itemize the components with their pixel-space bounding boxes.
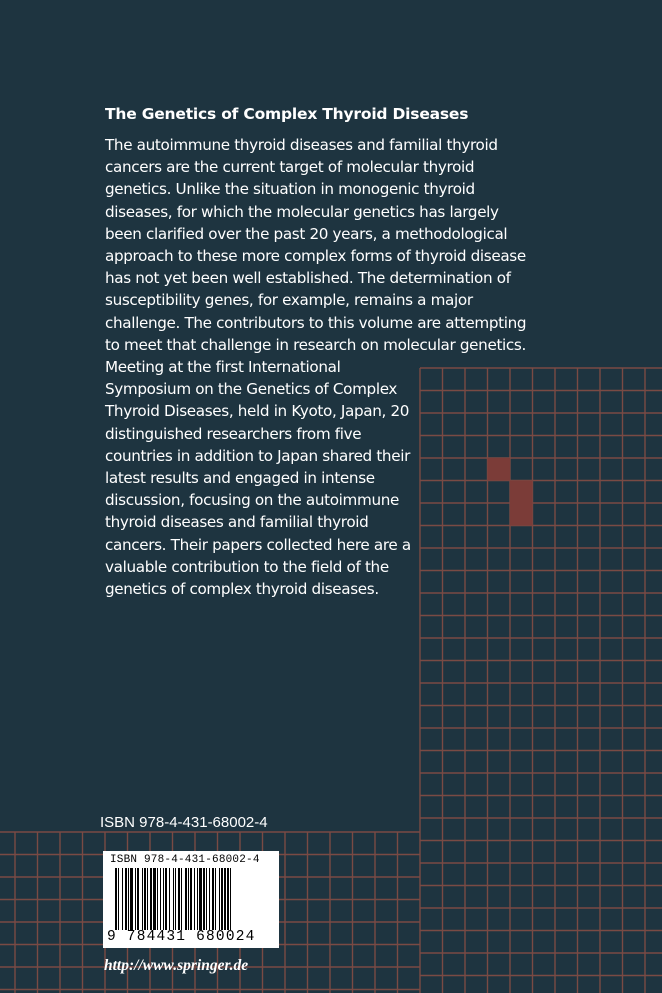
description-line: cancers are the current target of molecular thyroid bbox=[105, 158, 475, 177]
barcode-bar bbox=[125, 868, 127, 930]
barcode-bar bbox=[137, 868, 139, 930]
barcode-bar bbox=[144, 868, 146, 930]
description-line: challenge. The contributors to this volume are attempting bbox=[105, 313, 527, 332]
barcode-bar bbox=[188, 868, 189, 930]
description-line: has not yet been well established. The determination of bbox=[105, 269, 511, 288]
barcode-bar bbox=[221, 868, 223, 930]
barcode-bar bbox=[118, 868, 119, 930]
description-line: Thyroid Diseases, held in Kyoto, Japan, 20 bbox=[105, 402, 410, 421]
barcode-bar bbox=[115, 868, 117, 930]
description-line: Symposium on the Genetics of Complex bbox=[105, 380, 398, 399]
barcode-bar bbox=[160, 868, 161, 930]
barcode-isbn-label: ISBN 978-4-431-68002-4 bbox=[110, 854, 260, 866]
publisher-url[interactable]: http://www.springer.de bbox=[104, 957, 249, 974]
description-line: countries in addition to Japan shared their bbox=[105, 446, 410, 465]
barcode-bar bbox=[206, 868, 207, 930]
barcode-bars bbox=[115, 868, 275, 930]
barcode-bar bbox=[185, 868, 187, 930]
description-line: Meeting at the first International bbox=[105, 358, 341, 377]
barcode-bar bbox=[128, 868, 129, 930]
description-line: latest results and engaged in intense bbox=[105, 469, 375, 488]
barcode-bar bbox=[142, 868, 143, 930]
barcode-digits: 9 784431 680024 bbox=[107, 929, 256, 945]
description-line: valuable contribution to the field of the bbox=[105, 557, 389, 576]
barcode-bar bbox=[181, 868, 182, 930]
description-line: diseases, for which the molecular genetics has largely bbox=[105, 202, 499, 221]
barcode-bar bbox=[135, 868, 136, 930]
description-line: approach to these more complex forms of thyroid disease bbox=[105, 247, 526, 266]
description-line: thyroid diseases and familial thyroid bbox=[105, 513, 369, 532]
barcode-bar bbox=[215, 868, 216, 930]
isbn-text: ISBN 978-4-431-68002-4 bbox=[100, 814, 268, 831]
description-line: genetics of complex thyroid diseases. bbox=[105, 580, 379, 599]
barcode-bar bbox=[209, 868, 210, 930]
barcode-bar bbox=[227, 868, 229, 930]
book-description bbox=[105, 134, 650, 600]
barcode-bar bbox=[130, 868, 133, 930]
description-line: susceptibility genes, for example, remains a major bbox=[105, 291, 473, 310]
barcode-bar bbox=[199, 868, 202, 930]
barcode-bar bbox=[153, 868, 156, 930]
barcode-bar bbox=[173, 868, 174, 930]
description-line: distinguished researchers from five bbox=[105, 424, 362, 443]
book-title: The Genetics of Complex Thyroid Diseases bbox=[105, 105, 469, 123]
barcode-bar bbox=[163, 868, 164, 930]
barcode-bar bbox=[157, 868, 158, 930]
barcode-bar bbox=[122, 868, 123, 930]
barcode-bar bbox=[197, 868, 198, 930]
barcode-bar bbox=[194, 868, 195, 930]
barcode-bar bbox=[190, 868, 192, 930]
barcode-bar bbox=[212, 868, 214, 930]
barcode-bar bbox=[150, 868, 152, 930]
barcode-bar bbox=[175, 868, 176, 930]
barcode-bar bbox=[224, 868, 226, 930]
description-line: to meet that challenge in research on molecular genetics. bbox=[105, 335, 526, 354]
barcode-bar bbox=[203, 868, 205, 930]
barcode-bar bbox=[169, 868, 170, 930]
description-line: discussion, focusing on the autoimmune bbox=[105, 491, 399, 510]
description-line: The autoimmune thyroid diseases and familial thyroid bbox=[105, 136, 498, 154]
barcode-bar bbox=[178, 868, 180, 930]
description-line: cancers. Their papers collected here are a bbox=[105, 535, 411, 554]
barcode-bar bbox=[165, 868, 167, 930]
description-line: genetics. Unlike the situation in monogenic thyroid bbox=[105, 180, 475, 199]
barcode-bar bbox=[147, 868, 148, 930]
barcode-bar bbox=[219, 868, 220, 930]
description-line: been clarified over the past 20 years, a methodological bbox=[105, 224, 508, 243]
barcode-bar bbox=[230, 868, 231, 930]
isbn-barcode bbox=[103, 851, 279, 948]
